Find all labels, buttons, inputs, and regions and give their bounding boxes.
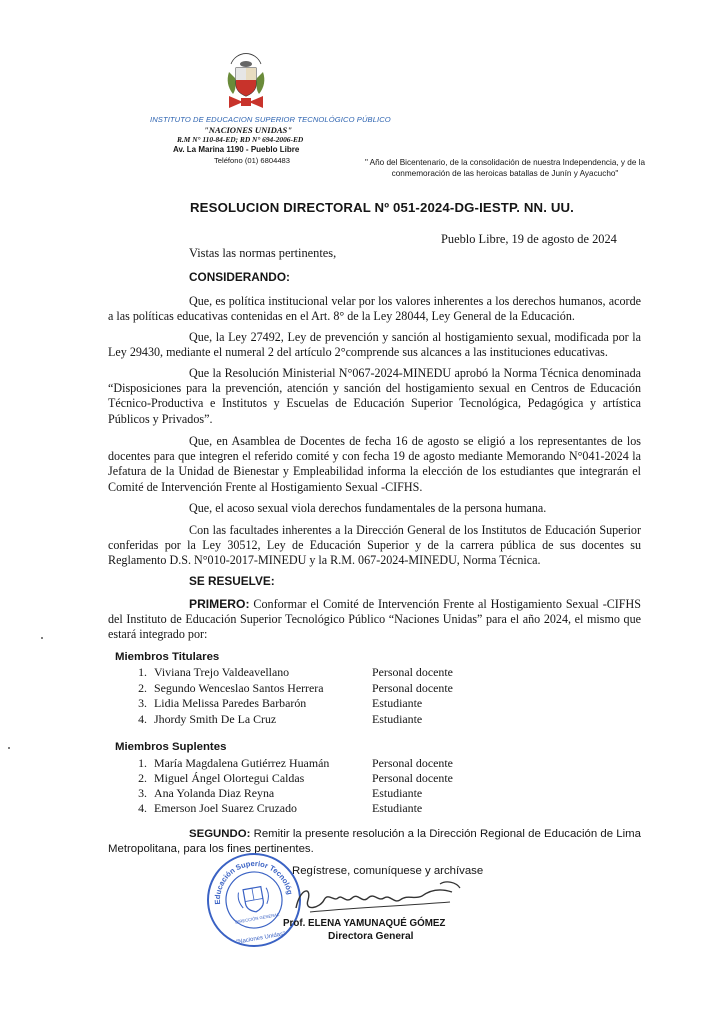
considerando-paragraph: Que, en Asamblea de Docentes de fecha 16 de agosto se eligió a los representantes de los docentes para que integren el referido comité y con fecha 19 de agosto mediante Memorando N°041-2024 la Jefatura de la Unidad de Bienestar y Empleabilidad informa la elección de los estudiantes que integrarán el Comité de Intervención Frente al Hostigamiento Sexual -CIFHS. (108, 434, 641, 494)
member-name: Segundo Wenceslao Santos Herrera (154, 681, 324, 695)
member-number: 4. (138, 801, 147, 815)
signer-role: Directora General (328, 931, 414, 942)
closing-line: Regístrese, comuníquese y archívase (292, 865, 484, 877)
institute-address: Av. La Marina 1190 - Pueblo Libre (173, 145, 300, 154)
article-segundo (108, 827, 641, 857)
article-segundo-label: SEGUNDO: (189, 828, 251, 840)
signer-name: Prof. ELENA YAMUNAQUÉ GÓMEZ (283, 918, 446, 929)
year-motto: " Año del Bicentenario, de la consolidación de nuestra Independencia, y de la conmemoración de las heroicas batallas de Junín y Ayacucho" (364, 158, 646, 178)
coat-of-arms-emblem (223, 52, 269, 114)
scan-speck (8, 747, 10, 749)
member-name: Miguel Ángel Olortegui Caldas (154, 771, 305, 785)
member-role: Personal docente (372, 756, 453, 770)
peru-coat-of-arms-icon (223, 52, 269, 114)
member-number: 1. (138, 665, 147, 679)
member-number: 2. (138, 771, 147, 785)
article-primero-label: PRIMERO: (189, 597, 250, 611)
member-name: Emerson Joel Suarez Cruzado (154, 801, 297, 815)
member-role: Estudiante (372, 696, 423, 710)
stamp-bottom-text: "Naciones Unidas" (235, 931, 286, 946)
article-primero (108, 597, 641, 643)
considerando-heading: CONSIDERANDO: (189, 270, 290, 284)
member-name: Viviana Trejo Valdeavellano (154, 665, 290, 679)
member-number: 4. (138, 712, 147, 726)
suplentes-heading: Miembros Suplentes (115, 741, 227, 753)
member-role: Estudiante (372, 801, 423, 815)
member-number: 2. (138, 681, 147, 695)
article-segundo-text: Remitir la presente resolución a la Dirección Regional de Educación de Lima Metropolitana, para los fines pertinentes. (108, 828, 641, 855)
considerando-paragraph: Que la Resolución Ministerial N°067-2024-MINEDU aprobó la Norma Técnica denominada “Disposiciones para la prevención, atención y sanción del hostigamiento sexual en Centros de Educación Técnico-Productiva e Institutos y Escuelas de Educación Superior Tecnológica, Pedagógica y artística Públicos y Privados”. (108, 366, 641, 426)
considerando-paragraph: Que, la Ley 27492, Ley de prevención y sanción al hostigamiento sexual, modificada por la Ley 29430, mediante el numeral 2 del artículo 2°comprende sus alcances a las instituciones educativas. (108, 330, 641, 360)
member-role: Personal docente (372, 771, 453, 785)
member-role: Estudiante (372, 712, 423, 726)
stamp-inner-text: DIRECCIÓN GENERAL (234, 911, 280, 925)
member-role: Personal docente (372, 681, 453, 695)
institute-subtitle: "NACIONES UNIDAS" (204, 125, 293, 135)
article-primero-text: Conformar el Comité de Intervención Frente al Hostigamiento Sexual -CIFHS del Instituto de Educación Superior Tecnológico Público “Naciones Unidas” para el año 2024, el mismo que estará integrado por: (108, 597, 641, 642)
peru-coat-of-arms-icon (237, 886, 271, 915)
member-number: 3. (138, 786, 147, 800)
document-title: RESOLUCION DIRECTORAL Nº 051-2024-DG-IESTP. NN. UU. (190, 200, 574, 215)
institute-phone: Teléfono (01) 6804483 (214, 156, 290, 165)
titulares-heading: Miembros Titulares (115, 651, 220, 663)
member-name: María Magdalena Gutiérrez Huamán (154, 756, 330, 770)
document-date: Pueblo Libre, 19 de agosto de 2024 (441, 232, 617, 246)
considerando-paragraph: Con las facultades inherentes a la Dirección General de los Institutos de Educación Superior conferidas por la Ley 30512, Ley de Educación Superior y de la carrera pública de sus docentes su Reglamento D.S. N°010-2017-MINEDU y la R.M. 067-2024-MINEDU, Norma Técnica. (108, 523, 641, 568)
resuelve-heading: SE RESUELVE: (189, 574, 275, 588)
member-role: Personal docente (372, 665, 453, 679)
member-role: Estudiante (372, 786, 423, 800)
considerando-paragraph: Que, el acoso sexual viola derechos fundamentales de la persona humana. (189, 501, 547, 515)
stamp-ring-text: Instituto de Educación Superior Tecnológico Público (196, 854, 295, 905)
vistas-line: Vistas las normas pertinentes, (189, 246, 337, 260)
institute-name: INSTITUTO DE EDUCACION SUPERIOR TECNOLÓGICO PÚBLICO (150, 115, 391, 124)
handwritten-signature (290, 878, 466, 920)
member-name: Jhordy Smith De La Cruz (154, 712, 277, 726)
member-name: Ana Yolanda Diaz Reyna (154, 786, 275, 800)
member-number: 1. (138, 756, 147, 770)
considerando-paragraph: Que, es política institucional velar por los valores inherentes a los derechos humanos, acorde a las políticas educativas contenidas en el Art. 8° de la Ley 28044, Ley General de la Educación. (108, 294, 641, 324)
scan-speck (41, 637, 43, 639)
institute-resolution-numbers: R.M N° 110-84-ED; RD N° 694-2006-ED (177, 135, 304, 144)
member-number: 3. (138, 696, 147, 710)
member-name: Lidia Melissa Paredes Barbarón (154, 696, 307, 710)
signature-scribble (290, 878, 466, 920)
